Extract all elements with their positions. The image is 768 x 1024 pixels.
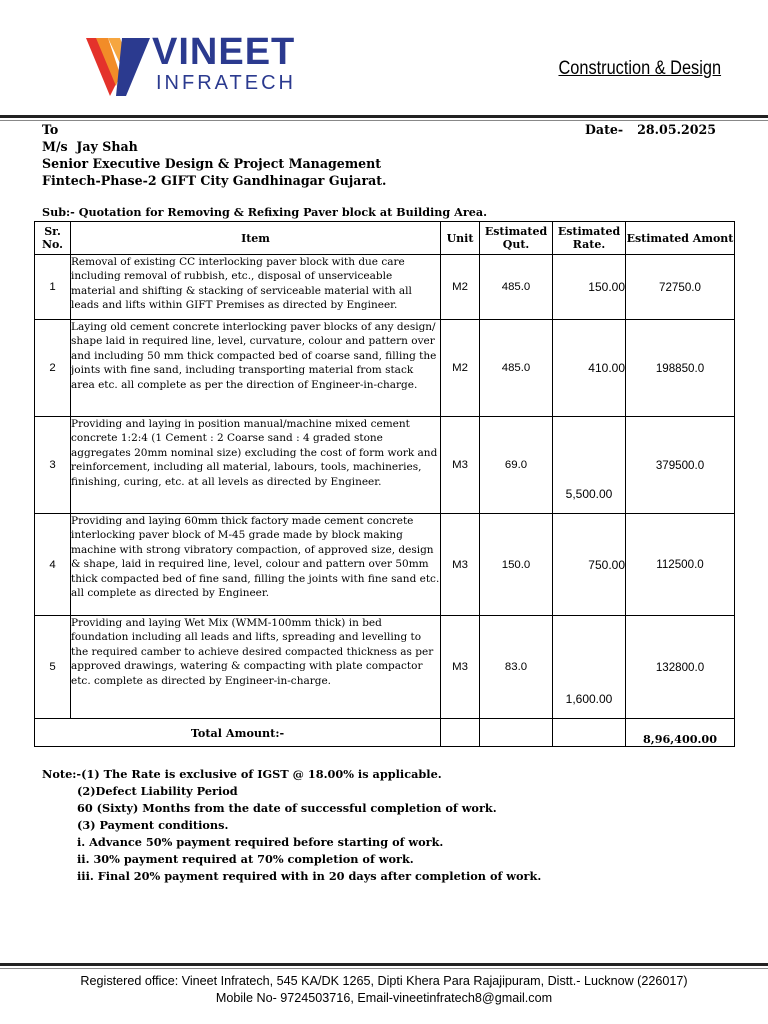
date-label: Date-	[585, 122, 624, 137]
cell-empty	[480, 719, 553, 747]
cell-item: Providing and laying in position manual/machine mixed cement concrete 1:2:4 (1 Cement : 2 Coarse sand : 4 graded stone aggregates 20mm nominal size) excluding the cost of form work and reinforcement, including all material, labours, tools, machineries, finishing, curing, etc. at all levels as directed by Engineer.	[71, 417, 441, 514]
cell-sr: 1	[35, 255, 71, 320]
cell-unit: M2	[441, 255, 480, 320]
footer-contact: Mobile No- 9724503716, Email-vineetinfratech8@gmail.com	[215, 991, 553, 1005]
addressee-address: Fintech-Phase-2 GIFT City Gandhinagar Gujarat.	[42, 173, 387, 188]
cell-sr: 5	[35, 616, 71, 719]
total-value: 8,96,400.00	[626, 719, 735, 747]
cell-rate: 1,600.00	[553, 616, 626, 719]
cell-qty: 69.0	[480, 417, 553, 514]
cell-rate: 5,500.00	[553, 417, 626, 514]
table-row	[35, 616, 735, 719]
cell-qty: 485.0	[480, 255, 553, 320]
brand-subname: INFRATECH	[156, 72, 296, 94]
footer-divider-thin	[0, 968, 768, 969]
cell-qty: 150.0	[480, 514, 553, 616]
cell-sr: 3	[35, 417, 71, 514]
company-logo	[86, 32, 306, 98]
cell-sr: 4	[35, 514, 71, 616]
cell-empty	[553, 719, 626, 747]
cell-unit: M3	[441, 417, 480, 514]
brand-name: VINEET	[152, 31, 296, 73]
note-line: 60 (Sixty) Months from the date of successful completion of work.	[77, 801, 497, 815]
col-header-amount: Estimated Amont	[626, 222, 735, 255]
table-row	[35, 514, 735, 616]
col-header-item: Item	[71, 222, 441, 255]
cell-rate: 750.00	[553, 514, 626, 616]
cell-sr: 2	[35, 320, 71, 417]
col-header-rate: Estimated Rate.	[553, 222, 626, 255]
addressee-block	[42, 121, 386, 189]
date-block	[585, 121, 716, 138]
note-line: ii. 30% payment required at 70% completion of work.	[77, 852, 414, 866]
company-tagline: Construction & Design	[558, 58, 721, 79]
cell-amount: 72750.0	[626, 255, 735, 320]
cell-unit: M3	[441, 616, 480, 719]
note-line: (3) Payment conditions.	[77, 818, 229, 832]
total-row	[35, 719, 735, 747]
cell-rate: 150.00	[553, 255, 626, 320]
cell-amount: 198850.0	[626, 320, 735, 417]
footer-divider	[0, 963, 768, 966]
addressee-name: M/s Jay Shah	[42, 139, 138, 154]
note-line: iii. Final 20% payment required with in 20 days after completion of work.	[77, 869, 542, 883]
notes-block	[42, 766, 541, 885]
footer-address: Registered office: Vineet Infratech, 545 KA/DK 1265, Dipti Khera Para Rajajipuram, Distt.- Lucknow (226017)	[80, 974, 688, 988]
note-line: (2)Defect Liability Period	[77, 784, 238, 798]
note-line: i. Advance 50% payment required before starting of work.	[77, 835, 444, 849]
cell-unit: M3	[441, 514, 480, 616]
cell-amount: 112500.0	[626, 514, 735, 616]
footer	[0, 973, 768, 1007]
cell-unit: M2	[441, 320, 480, 417]
col-header-sr: Sr. No.	[35, 222, 71, 255]
col-header-unit: Unit	[441, 222, 480, 255]
table-row	[35, 320, 735, 417]
cell-empty	[441, 719, 480, 747]
note-line: Note:-(1) The Rate is exclusive of IGST @ 18.00% is applicable.	[42, 767, 442, 781]
subject-line: Sub:- Quotation for Removing & Refixing Paver block at Building Area.	[42, 205, 487, 219]
to-label: To	[42, 122, 59, 137]
cell-item: Providing and laying Wet Mix (WMM-100mm thick) in bed foundation including all leads and lifts, spreading and levelling to the required camber to achieve desired compacted thickness as per approved drawings, watering & compacting with plate compactor etc. complete as directed by Engineer-in-charge.	[71, 616, 441, 719]
cell-item: Laying old cement concrete interlocking paver blocks of any design/ shape laid in required line, level, curvature, colour and pattern over and including 50 mm thick compacted bed of coarse sand, filling the joints with fine sand, including transporting material from stack area etc. all complete as per the direction of Engineer-in-charge.	[71, 320, 441, 417]
col-header-qty: Estimated Qut.	[480, 222, 553, 255]
cell-item: Removal of existing CC interlocking paver block with due care including removal of rubbish, etc., disposal of unserviceable material and shifting & stacking of serviceable material with all leads and lifts within GIFT Premises as directed by Engineer.	[71, 255, 441, 320]
cell-amount: 379500.0	[626, 417, 735, 514]
table-row	[35, 417, 735, 514]
header-divider	[0, 115, 768, 118]
addressee-designation: Senior Executive Design & Project Management	[42, 156, 382, 171]
quotation-table	[34, 221, 735, 747]
cell-item: Providing and laying 60mm thick factory made cement concrete interlocking paver block of M-45 grade made by block making machine with strong vibratory compaction, of approved size, design & shape, laid in required line, level, colour and pattern over 50mm thick compacted bed of fine sand, filling the joints with fine sand etc. all complete as directed by Engineer.	[71, 514, 441, 616]
cell-qty: 485.0	[480, 320, 553, 417]
table-row	[35, 255, 735, 320]
date-value: 28.05.2025	[637, 122, 717, 137]
table-header-row	[35, 222, 735, 255]
vineet-v-logo-icon	[86, 34, 150, 98]
cell-amount: 132800.0	[626, 616, 735, 719]
cell-qty: 83.0	[480, 616, 553, 719]
total-label: Total Amount:-	[35, 719, 441, 747]
cell-rate: 410.00	[553, 320, 626, 417]
